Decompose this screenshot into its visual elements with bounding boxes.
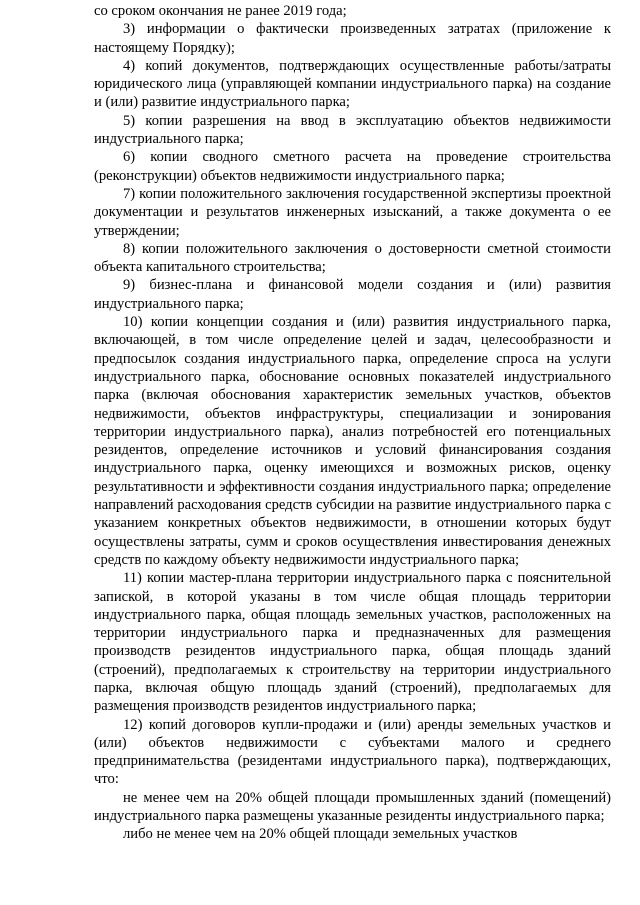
paragraph-condition-2: либо не менее чем на 20% общей площади земельных участков bbox=[123, 826, 518, 843]
paragraph-item-10: 10) копии концепции создания и (или) развития индустриального парка, включающей, в том числе определение целей и задач, целесообразности и предпосылок создания индустриального парка, определение спроса на услуги индустриального парка, обоснование основных показателей индустриального парка (включая обоснования характеристик земельных участков, объектов недвижимости, объектов инфраструктуры, специализации и зонирования территории индустриального парка), анализ потребностей его потенциальных резидентов, определение источников и условий финансирования создания индустриального парка, оценку имеющихся и возможных рисков, оценку результативности и эффективности создания индустриального парка; определение направлений расходования средств субсидии на развитие индустриального парка с указанием конкретных объектов недвижимости, в отношении которых будут осуществлены затраты, сумм и сроков осуществления инвестирования денежных средств по каждому объекту недвижимости индустриального парка; bbox=[94, 314, 611, 568]
document-page bbox=[94, 2, 611, 844]
paragraph-item-3: 3) информации о фактически произведенных затратах (приложение к настоящему Порядку); bbox=[94, 21, 611, 56]
paragraph-item-12: 12) копий договоров купли-продажи и (или) аренды земельных участков и (или) объектов недвижимости с субъектами малого и среднего предпринимательства (резидентами индустриального парка), подтверждающих, что: bbox=[94, 716, 611, 788]
paragraph-item-11: 11) копии мастер-плана территории индустриального парка с пояснительной запиской, в которой указаны в том числе общая площадь территории индустриального парка, общая площадь земельных участков, расположенных на территории индустриального парка и предназначенных для размещения производств резидентов индустриального парка, общая площадь зданий (строений), предполагаемых к строительству на территории индустриального парка, включая общую площадь зданий (строений), предполагаемых для размещения производств резидентов индустриального парка; bbox=[94, 570, 611, 715]
paragraph-item-9: 9) бизнес-плана и финансовой модели создания и (или) развития индустриального парка; bbox=[94, 277, 611, 312]
paragraph-continuation: со сроком окончания не ранее 2019 года; bbox=[94, 3, 347, 19]
paragraph-item-4: 4) копий документов, подтверждающих осуществленные работы/затраты юридического лица (управляющей компании индустриального парка) на создание и (или) развитие индустриального парка; bbox=[94, 57, 611, 111]
paragraph-item-5: 5) копии разрешения на ввод в эксплуатацию объектов недвижимости индустриального парка; bbox=[94, 112, 611, 148]
paragraph-condition-1: не менее чем на 20% общей площади промышленных зданий (помещений) индустриального парка размещены указанные резиденты индустриального парка; bbox=[94, 789, 611, 825]
paragraph-item-8: 8) копии положительного заключения о достоверности сметной стоимости объекта капитального строительства; bbox=[94, 240, 611, 276]
paragraph-item-6: 6) копии сводного сметного расчета на проведение строительства (реконструкции) объектов недвижимости индустриального парка; bbox=[94, 149, 611, 184]
paragraph-item-7: 7) копии положительного заключения государственной экспертизы проектной документации и результатов инженерных изысканий, а также документа о ее утверждении; bbox=[94, 185, 611, 239]
